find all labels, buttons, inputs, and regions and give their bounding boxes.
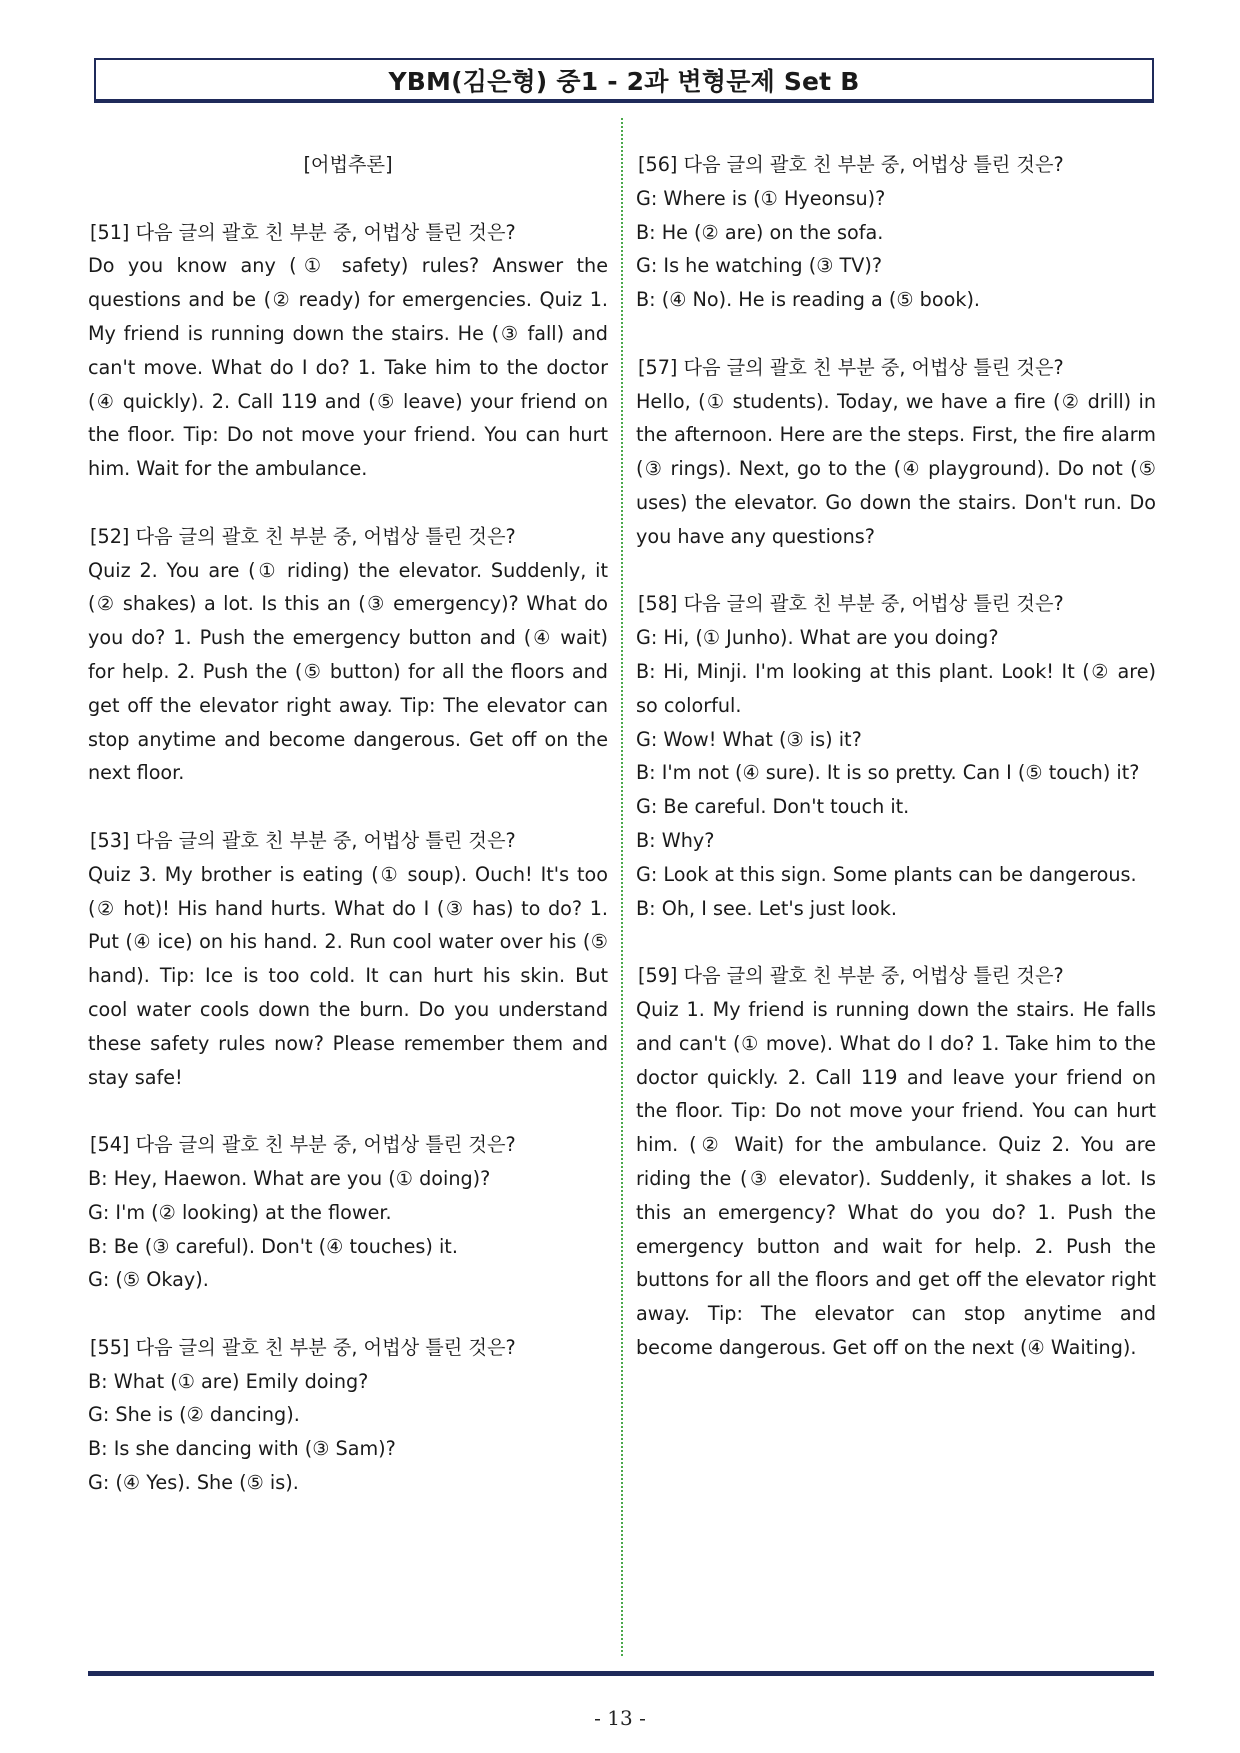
dialogue-line: G: She is (② dancing). [88, 1403, 300, 1427]
question-56 [636, 148, 1156, 317]
dialogue-line: G: Hi, (① Junho). What are you doing? [636, 626, 999, 650]
column-divider [621, 118, 623, 1656]
question-53 [88, 824, 608, 1094]
dialogue-line: B: Hey, Haewon. What are you (① doing)? [88, 1166, 491, 1190]
question-51 [88, 216, 608, 486]
right-column [636, 148, 1156, 1398]
dialogue-line: G: Be careful. Don't touch it. [636, 795, 910, 819]
question-title: [52] 다음 글의 괄호 친 부분 중, 어법상 틀린 것은? [90, 524, 516, 548]
question-passage: Hello, (① students). Today, we have a fire (② drill) in the afternoon. Here are the steps. First, the fire alarm (③ rings). Next, go to the (④ playground). Do not (⑤ uses) the elevator. Go down the stairs. Don't run. Do you have any questions? [636, 389, 1156, 548]
dialogue-line: B: Oh, I see. Let's just look. [636, 896, 897, 920]
dialogue-line: B: He (② are) on the sofa. [636, 220, 884, 244]
question-title: [51] 다음 글의 괄호 친 부분 중, 어법상 틀린 것은? [90, 220, 516, 244]
question-59 [636, 959, 1156, 1365]
page-title: YBM(김은형) 중1 - 2과 변형문제 Set B [388, 66, 860, 96]
dialogue-line: B: Be (③ careful). Don't (④ touches) it. [88, 1234, 458, 1258]
question-passage: Quiz 3. My brother is eating (① soup). Ouch! It's too (② hot)! His hand hurts. What do I (③ has) to do? 1. Put (④ ice) on his hand. 2. Run cool water over his (⑤ hand). Tip: Ice is too cold. It can hurt his skin. But cool water cools down the burn. Do you understand these safety rules now? Please remember them and stay safe! [88, 862, 608, 1089]
dialogue-line: G: (⑤ Okay). [88, 1268, 209, 1292]
question-passage: Quiz 2. You are (① riding) the elevator. Suddenly, it (② shakes) a lot. Is this an (③ emergency)? What do you do? 1. Push the emergency button and (④ wait) for help. 2. Push the (⑤ button) for all the floors and get off the elevator right away. Tip: The elevator can stop anytime and become dangerous. Get off on the next floor. [88, 558, 608, 785]
footer-rule [88, 1671, 1154, 1676]
dialogue-line: G: (④ Yes). She (⑤ is). [88, 1471, 299, 1495]
question-title: [58] 다음 글의 괄호 친 부분 중, 어법상 틀린 것은? [638, 592, 1064, 616]
page-number: - 13 - [594, 1706, 646, 1730]
dialogue-line: G: Where is (① Hyeonsu)? [636, 186, 886, 210]
question-passage: Quiz 1. My friend is running down the stairs. He falls and can't (① move). What do I do? 1. Take him to the doctor quickly. 2. Call 119 and leave your friend on the floor. Tip: Do not move your friend. You can hurt him. (② Wait) for the ambulance. Quiz 2. You are riding the (③ elevator). Suddenly, it shakes a lot. Is this an emergency? What do you do? 1. Push the emergency button and wait for help. 2. Push the buttons for all the floors and get off the elevator right away. Tip: The elevator can stop anytime and become dangerous. Get off on the next (④ Waiting). [636, 997, 1156, 1359]
dialogue-line: B: What (① are) Emily doing? [88, 1369, 369, 1393]
dialogue-line: B: Why? [636, 828, 715, 852]
dialogue-line: G: I'm (② looking) at the flower. [88, 1200, 392, 1224]
question-title: [53] 다음 글의 괄호 친 부분 중, 어법상 틀린 것은? [90, 828, 516, 852]
question-title: [56] 다음 글의 괄호 친 부분 중, 어법상 틀린 것은? [638, 153, 1064, 176]
page-title-box [94, 58, 1154, 103]
question-57 [636, 351, 1156, 554]
question-title: [57] 다음 글의 괄호 친 부분 중, 어법상 틀린 것은? [638, 355, 1064, 379]
left-column [88, 148, 608, 1534]
question-54 [88, 1128, 608, 1297]
question-58 [636, 587, 1156, 925]
question-title: [54] 다음 글의 괄호 친 부분 중, 어법상 틀린 것은? [90, 1133, 516, 1157]
section-heading: [어법추론] [303, 153, 393, 176]
dialogue-line: G: Is he watching (③ TV)? [636, 254, 883, 278]
dialogue-line: B: (④ No). He is reading a (⑤ book). [636, 288, 981, 312]
dialogue-line: B: Is she dancing with (③ Sam)? [88, 1437, 396, 1461]
question-52 [88, 520, 608, 790]
question-title: [55] 다음 글의 괄호 친 부분 중, 어법상 틀린 것은? [90, 1335, 516, 1359]
question-55 [88, 1331, 608, 1500]
dialogue-line: B: Hi, Minji. I'm looking at this plant. Look! It (② are) so colorful. [636, 659, 1156, 717]
question-title: [59] 다음 글의 괄호 친 부분 중, 어법상 틀린 것은? [638, 964, 1064, 988]
dialogue-line: G: Wow! What (③ is) it? [636, 727, 862, 751]
question-passage: Do you know any (① safety) rules? Answer the questions and be (② ready) for emergencies. Quiz 1. My friend is running down the stairs. He (③ fall) and can't move. What do I do? 1. Take him to the doctor (④ quickly). 2. Call 119 and (⑤ leave) your friend on the floor. Tip: Do not move your friend. You can hurt him. Wait for the ambulance. [88, 254, 608, 481]
dialogue-line: B: I'm not (④ sure). It is so pretty. Can I (⑤ touch) it? [636, 761, 1140, 785]
dialogue-line: G: Look at this sign. Some plants can be dangerous. [636, 862, 1137, 886]
